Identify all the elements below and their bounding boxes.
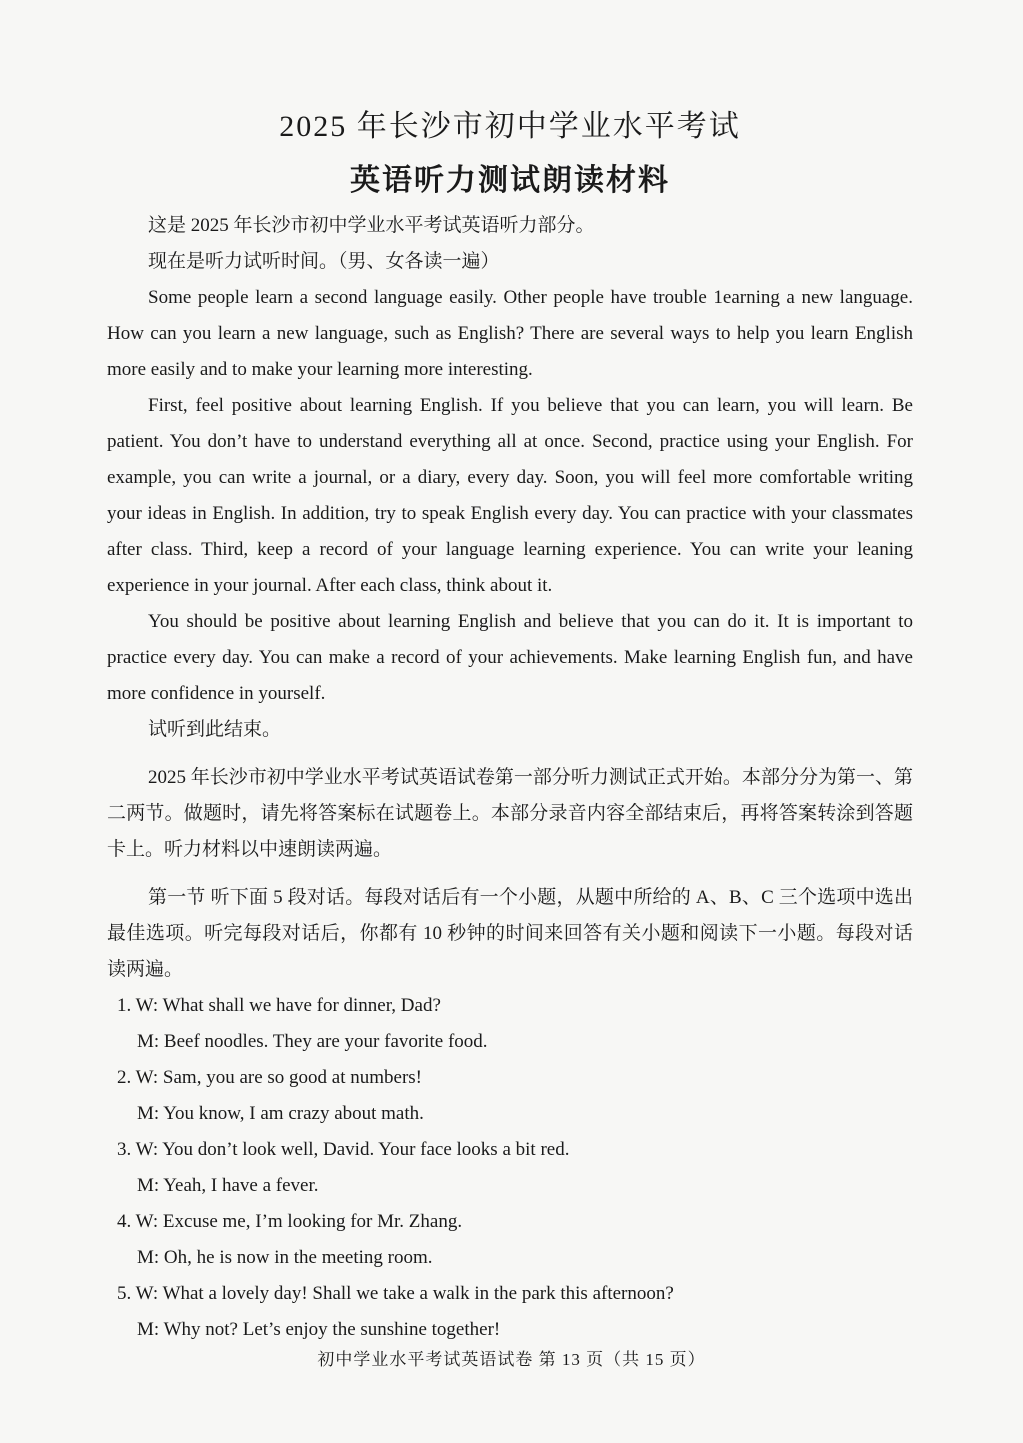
dialog-item (107, 1276, 913, 1348)
dialog-man-line: M: You know, I am crazy about math. (137, 1103, 424, 1124)
passage-paragraph-3: You should be positive about learning English and believe that you can do it. It is important to practice every day. You can make a record of your achievements. Make learning English fun, and have more confidence in yourself. (107, 611, 913, 704)
dialog-man-line: M: Beef noodles. They are your favorite food. (137, 1031, 488, 1052)
dialog-item (107, 1132, 913, 1204)
dialog-item (107, 1204, 913, 1276)
dialog-man-line: M: Yeah, I have a fever. (137, 1175, 319, 1196)
page-footer: 初中学业水平考试英语试卷 第 13 页（共 15 页） (317, 1350, 706, 1369)
dialog-woman-line: 1. W: What shall we have for dinner, Dad? (117, 995, 441, 1016)
formal-start-paragraph: 2025 年长沙市初中学业水平考试英语试卷第一部分听力测试正式开始。本部分分为第一、第二两节。做题时，请先将答案标在试题卷上。本部分录音内容全部结束后，再将答案转涂到答题卡上。听力材料以中速朗读两遍。 (107, 767, 913, 860)
dialog-woman-line: 2. W: Sam, you are so good at numbers! (117, 1067, 423, 1088)
dialog-list (107, 988, 913, 1348)
document-page (107, 100, 913, 1348)
section1-instructions: 第一节 听下面 5 段对话。每段对话后有一个小题，从题中所给的 A、B、C 三个选项中选出最佳选项。听完每段对话后，你都有 10 秒钟的时间来回答有关小题和阅读下一小题。每段对话读两遍。 (107, 887, 913, 980)
passage-paragraph-2: First, feel positive about learning English. If you believe that you can learn, you will learn. Be patient. You don’t have to understand everything all at once. Second, practice using your English. For example, you can write a journal, or a diary, every day. Soon, you will feel more comfortable writing your ideas in English. In addition, try to speak English every day. You can practice with your classmates after class. Third, keep a record of your language learning experience. You can write your leaning experience in your journal. After each class, think about it. (107, 395, 913, 596)
passage-paragraph-1: Some people learn a second language easily. Other people have trouble 1earning a new language. How can you learn a new language, such as English? There are several ways to help you learn English more easily and to make your learning more interesting. (107, 287, 913, 380)
dialog-woman-line: 3. W: You don’t look well, David. Your face looks a bit red. (117, 1139, 570, 1160)
dialog-man-line: M: Oh, he is now in the meeting room. (137, 1247, 433, 1268)
title-line-1: 2025 年长沙市初中学业水平考试 (279, 110, 741, 143)
intro-line-2: 现在是听力试听时间。（男、女各读一遍） (148, 251, 500, 272)
dialog-woman-line: 4. W: Excuse me, I’m looking for Mr. Zhang. (117, 1211, 463, 1232)
dialog-man-line: M: Why not? Let’s enjoy the sunshine together! (137, 1319, 501, 1340)
trial-end-line: 试听到此结束。 (148, 719, 282, 740)
dialog-woman-line: 5. W: What a lovely day! Shall we take a walk in the park this afternoon? (117, 1283, 674, 1304)
dialog-item (107, 1060, 913, 1132)
title-line-2: 英语听力测试朗读材料 (350, 163, 670, 198)
intro-line-1: 这是 2025 年长沙市初中学业水平考试英语听力部分。 (148, 215, 595, 236)
dialog-item (107, 988, 913, 1060)
